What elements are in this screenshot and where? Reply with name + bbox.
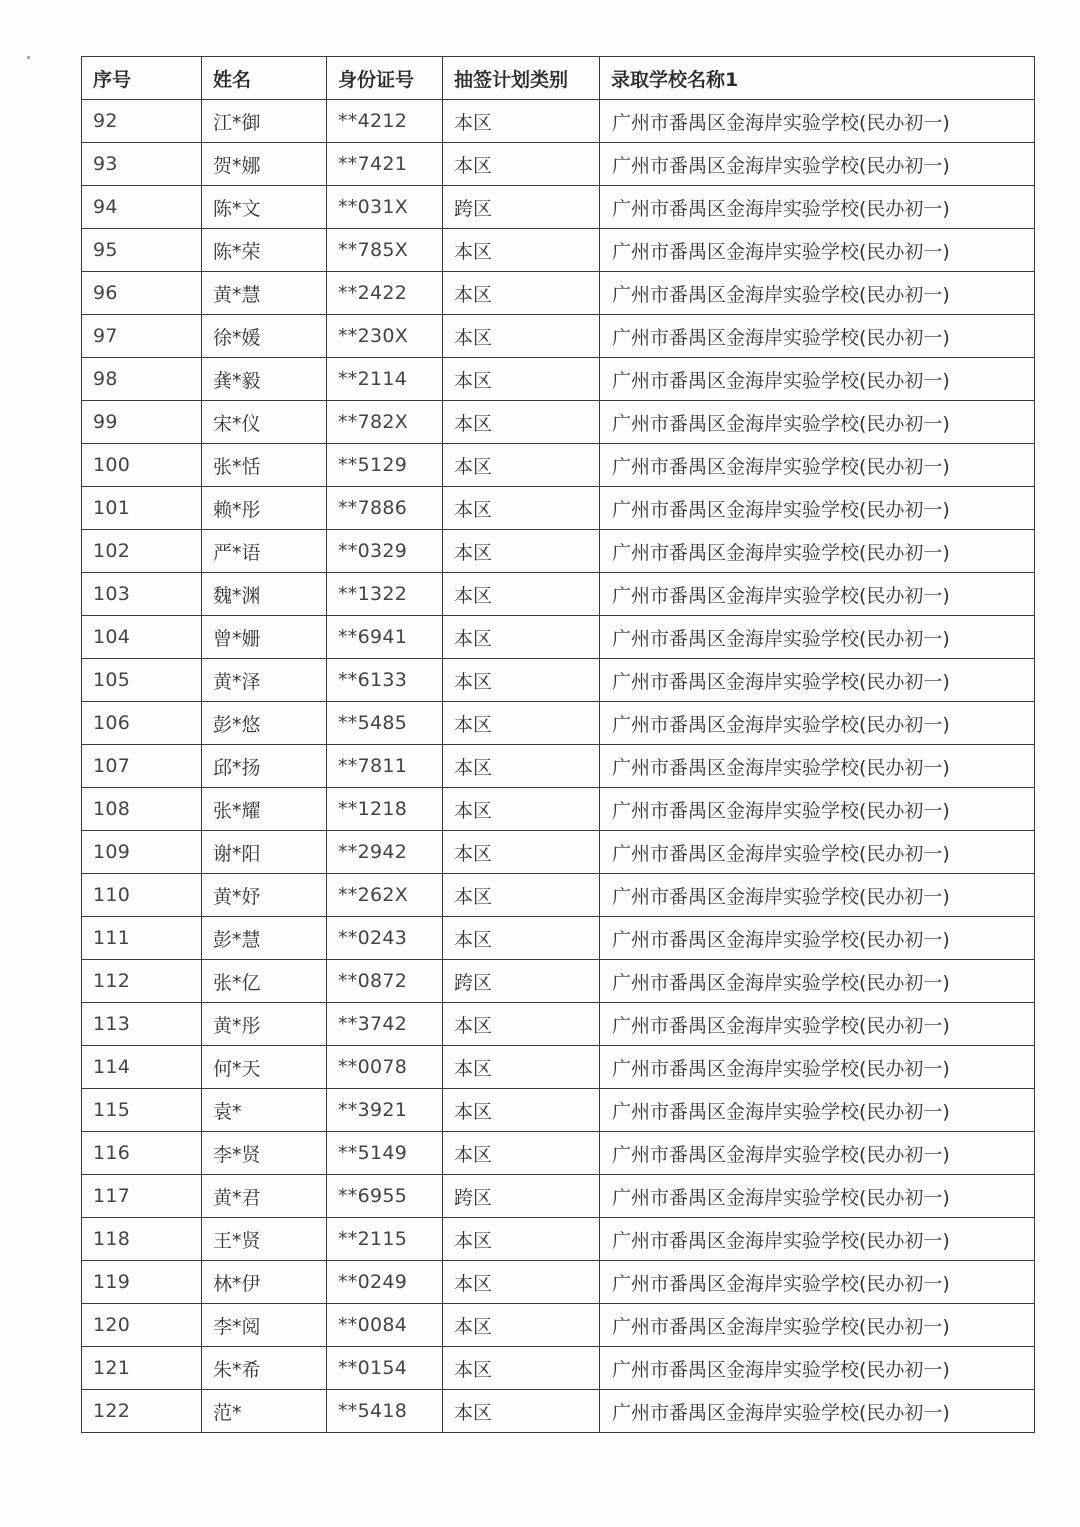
table-row (82, 315, 1035, 358)
cell-school: 广州市番禺区金海岸实验学校(民办初一) (600, 917, 1035, 960)
table-row (82, 1089, 1035, 1132)
cell-seq: 92 (82, 100, 202, 143)
cell-plan-type: 本区 (443, 401, 600, 444)
cell-id-number: **6941 (327, 616, 443, 659)
cell-plan-type: 本区 (443, 100, 600, 143)
cell-plan-type: 本区 (443, 1132, 600, 1175)
cell-plan-type: 本区 (443, 788, 600, 831)
cell-school: 广州市番禺区金海岸实验学校(民办初一) (600, 1390, 1035, 1433)
table-row (82, 702, 1035, 745)
cell-plan-type: 本区 (443, 143, 600, 186)
cell-seq: 95 (82, 229, 202, 272)
cell-plan-type: 本区 (443, 444, 600, 487)
cell-plan-type: 本区 (443, 573, 600, 616)
cell-plan-type: 本区 (443, 530, 600, 573)
table-row (82, 1218, 1035, 1261)
cell-seq: 119 (82, 1261, 202, 1304)
cell-seq: 110 (82, 874, 202, 917)
cell-seq: 111 (82, 917, 202, 960)
cell-school: 广州市番禺区金海岸实验学校(民办初一) (600, 358, 1035, 401)
header-plan-type: 抽签计划类别 (443, 57, 600, 100)
cell-seq: 100 (82, 444, 202, 487)
cell-school: 广州市番禺区金海岸实验学校(民办初一) (600, 1218, 1035, 1261)
cell-school: 广州市番禺区金海岸实验学校(民办初一) (600, 272, 1035, 315)
table-row (82, 1132, 1035, 1175)
table-row (82, 659, 1035, 702)
cell-school: 广州市番禺区金海岸实验学校(民办初一) (600, 444, 1035, 487)
cell-school: 广州市番禺区金海岸实验学校(民办初一) (600, 487, 1035, 530)
cell-seq: 114 (82, 1046, 202, 1089)
table-row (82, 1261, 1035, 1304)
cell-id-number: **7811 (327, 745, 443, 788)
cell-id-number: **1322 (327, 573, 443, 616)
table-row (82, 530, 1035, 573)
cell-school: 广州市番禺区金海岸实验学校(民办初一) (600, 186, 1035, 229)
cell-id-number: **6955 (327, 1175, 443, 1218)
cell-school: 广州市番禺区金海岸实验学校(民办初一) (600, 315, 1035, 358)
cell-plan-type: 本区 (443, 229, 600, 272)
cell-id-number: **3921 (327, 1089, 443, 1132)
cell-id-number: **5485 (327, 702, 443, 745)
cell-name: 黄*彤 (202, 1003, 327, 1046)
cell-name: 陈*荣 (202, 229, 327, 272)
cell-id-number: **0084 (327, 1304, 443, 1347)
cell-id-number: **2115 (327, 1218, 443, 1261)
cell-seq: 112 (82, 960, 202, 1003)
header-school: 录取学校名称1 (600, 57, 1035, 100)
cell-name: 贺*娜 (202, 143, 327, 186)
cell-school: 广州市番禺区金海岸实验学校(民办初一) (600, 788, 1035, 831)
table-body (82, 100, 1035, 1433)
table-header (82, 57, 1035, 100)
cell-name: 张*恬 (202, 444, 327, 487)
cell-name: 何*天 (202, 1046, 327, 1089)
cell-id-number: **0243 (327, 917, 443, 960)
cell-seq: 98 (82, 358, 202, 401)
table-row (82, 401, 1035, 444)
cell-name: 赖*彤 (202, 487, 327, 530)
table-row (82, 616, 1035, 659)
cell-name: 陈*文 (202, 186, 327, 229)
cell-plan-type: 本区 (443, 487, 600, 530)
table-row (82, 229, 1035, 272)
cell-plan-type: 跨区 (443, 960, 600, 1003)
cell-plan-type: 本区 (443, 1390, 600, 1433)
header-row (82, 57, 1035, 100)
cell-school: 广州市番禺区金海岸实验学校(民办初一) (600, 1003, 1035, 1046)
cell-school: 广州市番禺区金海岸实验学校(民办初一) (600, 659, 1035, 702)
cell-school: 广州市番禺区金海岸实验学校(民办初一) (600, 1347, 1035, 1390)
cell-name: 王*贤 (202, 1218, 327, 1261)
cell-plan-type: 本区 (443, 315, 600, 358)
cell-school: 广州市番禺区金海岸实验学校(民办初一) (600, 1304, 1035, 1347)
cell-seq: 94 (82, 186, 202, 229)
header-seq: 序号 (82, 57, 202, 100)
cell-name: 范* (202, 1390, 327, 1433)
cell-name: 彭*悠 (202, 702, 327, 745)
cell-seq: 122 (82, 1390, 202, 1433)
cell-id-number: **782X (327, 401, 443, 444)
table-row (82, 358, 1035, 401)
cell-name: 曾*姗 (202, 616, 327, 659)
cell-seq: 107 (82, 745, 202, 788)
cell-plan-type: 本区 (443, 874, 600, 917)
cell-plan-type: 本区 (443, 1046, 600, 1089)
cell-school: 广州市番禺区金海岸实验学校(民办初一) (600, 960, 1035, 1003)
cell-plan-type: 本区 (443, 702, 600, 745)
table-row (82, 917, 1035, 960)
cell-school: 广州市番禺区金海岸实验学校(民办初一) (600, 702, 1035, 745)
cell-name: 徐*媛 (202, 315, 327, 358)
cell-school: 广州市番禺区金海岸实验学校(民办初一) (600, 616, 1035, 659)
table-row (82, 487, 1035, 530)
cell-seq: 115 (82, 1089, 202, 1132)
table-row (82, 143, 1035, 186)
cell-id-number: **0329 (327, 530, 443, 573)
cell-id-number: **031X (327, 186, 443, 229)
cell-school: 广州市番禺区金海岸实验学校(民办初一) (600, 745, 1035, 788)
admission-table (81, 56, 1035, 1433)
cell-name: 张*亿 (202, 960, 327, 1003)
cell-id-number: **0249 (327, 1261, 443, 1304)
cell-plan-type: 本区 (443, 1261, 600, 1304)
cell-seq: 118 (82, 1218, 202, 1261)
table-row (82, 1046, 1035, 1089)
cell-name: 黄*慧 (202, 272, 327, 315)
scan-speck (27, 56, 30, 59)
cell-id-number: **0154 (327, 1347, 443, 1390)
cell-school: 广州市番禺区金海岸实验学校(民办初一) (600, 831, 1035, 874)
cell-id-number: **4212 (327, 100, 443, 143)
cell-seq: 93 (82, 143, 202, 186)
cell-school: 广州市番禺区金海岸实验学校(民办初一) (600, 100, 1035, 143)
cell-name: 宋*仪 (202, 401, 327, 444)
cell-name: 谢*阳 (202, 831, 327, 874)
cell-id-number: **7421 (327, 143, 443, 186)
cell-school: 广州市番禺区金海岸实验学校(民办初一) (600, 401, 1035, 444)
cell-id-number: **5149 (327, 1132, 443, 1175)
cell-plan-type: 本区 (443, 1304, 600, 1347)
cell-school: 广州市番禺区金海岸实验学校(民办初一) (600, 1132, 1035, 1175)
cell-school: 广州市番禺区金海岸实验学校(民办初一) (600, 874, 1035, 917)
cell-name: 黄*君 (202, 1175, 327, 1218)
cell-seq: 108 (82, 788, 202, 831)
cell-plan-type: 本区 (443, 917, 600, 960)
cell-school: 广州市番禺区金海岸实验学校(民办初一) (600, 1046, 1035, 1089)
cell-school: 广州市番禺区金海岸实验学校(民办初一) (600, 143, 1035, 186)
cell-id-number: **5418 (327, 1390, 443, 1433)
cell-school: 广州市番禺区金海岸实验学校(民办初一) (600, 1089, 1035, 1132)
cell-plan-type: 本区 (443, 659, 600, 702)
cell-id-number: **2942 (327, 831, 443, 874)
table-row (82, 1175, 1035, 1218)
table-row (82, 1347, 1035, 1390)
cell-id-number: **3742 (327, 1003, 443, 1046)
cell-seq: 99 (82, 401, 202, 444)
cell-id-number: **262X (327, 874, 443, 917)
table-row (82, 1304, 1035, 1347)
cell-name: 邱*扬 (202, 745, 327, 788)
cell-name: 李*贤 (202, 1132, 327, 1175)
cell-seq: 101 (82, 487, 202, 530)
cell-seq: 97 (82, 315, 202, 358)
header-name: 姓名 (202, 57, 327, 100)
table-row (82, 788, 1035, 831)
cell-seq: 103 (82, 573, 202, 616)
table-row (82, 444, 1035, 487)
cell-seq: 105 (82, 659, 202, 702)
cell-plan-type: 本区 (443, 272, 600, 315)
table-row (82, 1003, 1035, 1046)
cell-plan-type: 本区 (443, 745, 600, 788)
cell-plan-type: 本区 (443, 358, 600, 401)
table-row (82, 100, 1035, 143)
cell-school: 广州市番禺区金海岸实验学校(民办初一) (600, 1261, 1035, 1304)
cell-plan-type: 本区 (443, 1003, 600, 1046)
cell-id-number: **785X (327, 229, 443, 272)
cell-seq: 102 (82, 530, 202, 573)
cell-plan-type: 跨区 (443, 186, 600, 229)
cell-plan-type: 本区 (443, 1089, 600, 1132)
cell-plan-type: 本区 (443, 1218, 600, 1261)
cell-name: 魏*渊 (202, 573, 327, 616)
cell-name: 龚*毅 (202, 358, 327, 401)
cell-seq: 106 (82, 702, 202, 745)
cell-id-number: **5129 (327, 444, 443, 487)
cell-name: 黄*泽 (202, 659, 327, 702)
cell-school: 广州市番禺区金海岸实验学校(民办初一) (600, 229, 1035, 272)
table-row (82, 573, 1035, 616)
table-row (82, 186, 1035, 229)
cell-name: 朱*希 (202, 1347, 327, 1390)
cell-name: 李*阅 (202, 1304, 327, 1347)
table-row (82, 1390, 1035, 1433)
cell-seq: 96 (82, 272, 202, 315)
cell-school: 广州市番禺区金海岸实验学校(民办初一) (600, 1175, 1035, 1218)
cell-id-number: **0078 (327, 1046, 443, 1089)
cell-seq: 109 (82, 831, 202, 874)
cell-name: 彭*慧 (202, 917, 327, 960)
cell-id-number: **7886 (327, 487, 443, 530)
cell-seq: 104 (82, 616, 202, 659)
table-row (82, 831, 1035, 874)
cell-id-number: **2422 (327, 272, 443, 315)
cell-seq: 113 (82, 1003, 202, 1046)
cell-id-number: **230X (327, 315, 443, 358)
cell-school: 广州市番禺区金海岸实验学校(民办初一) (600, 573, 1035, 616)
cell-id-number: **1218 (327, 788, 443, 831)
cell-name: 江*御 (202, 100, 327, 143)
header-id: 身份证号 (327, 57, 443, 100)
cell-school: 广州市番禺区金海岸实验学校(民办初一) (600, 530, 1035, 573)
cell-name: 严*语 (202, 530, 327, 573)
table-row (82, 960, 1035, 1003)
cell-seq: 121 (82, 1347, 202, 1390)
table-row (82, 874, 1035, 917)
cell-plan-type: 本区 (443, 831, 600, 874)
table-row (82, 272, 1035, 315)
cell-name: 林*伊 (202, 1261, 327, 1304)
cell-id-number: **2114 (327, 358, 443, 401)
cell-plan-type: 本区 (443, 616, 600, 659)
cell-name: 袁* (202, 1089, 327, 1132)
cell-plan-type: 本区 (443, 1347, 600, 1390)
cell-name: 黄*妤 (202, 874, 327, 917)
table-row (82, 745, 1035, 788)
cell-seq: 116 (82, 1132, 202, 1175)
cell-id-number: **6133 (327, 659, 443, 702)
cell-seq: 117 (82, 1175, 202, 1218)
cell-name: 张*耀 (202, 788, 327, 831)
cell-plan-type: 跨区 (443, 1175, 600, 1218)
cell-id-number: **0872 (327, 960, 443, 1003)
cell-seq: 120 (82, 1304, 202, 1347)
